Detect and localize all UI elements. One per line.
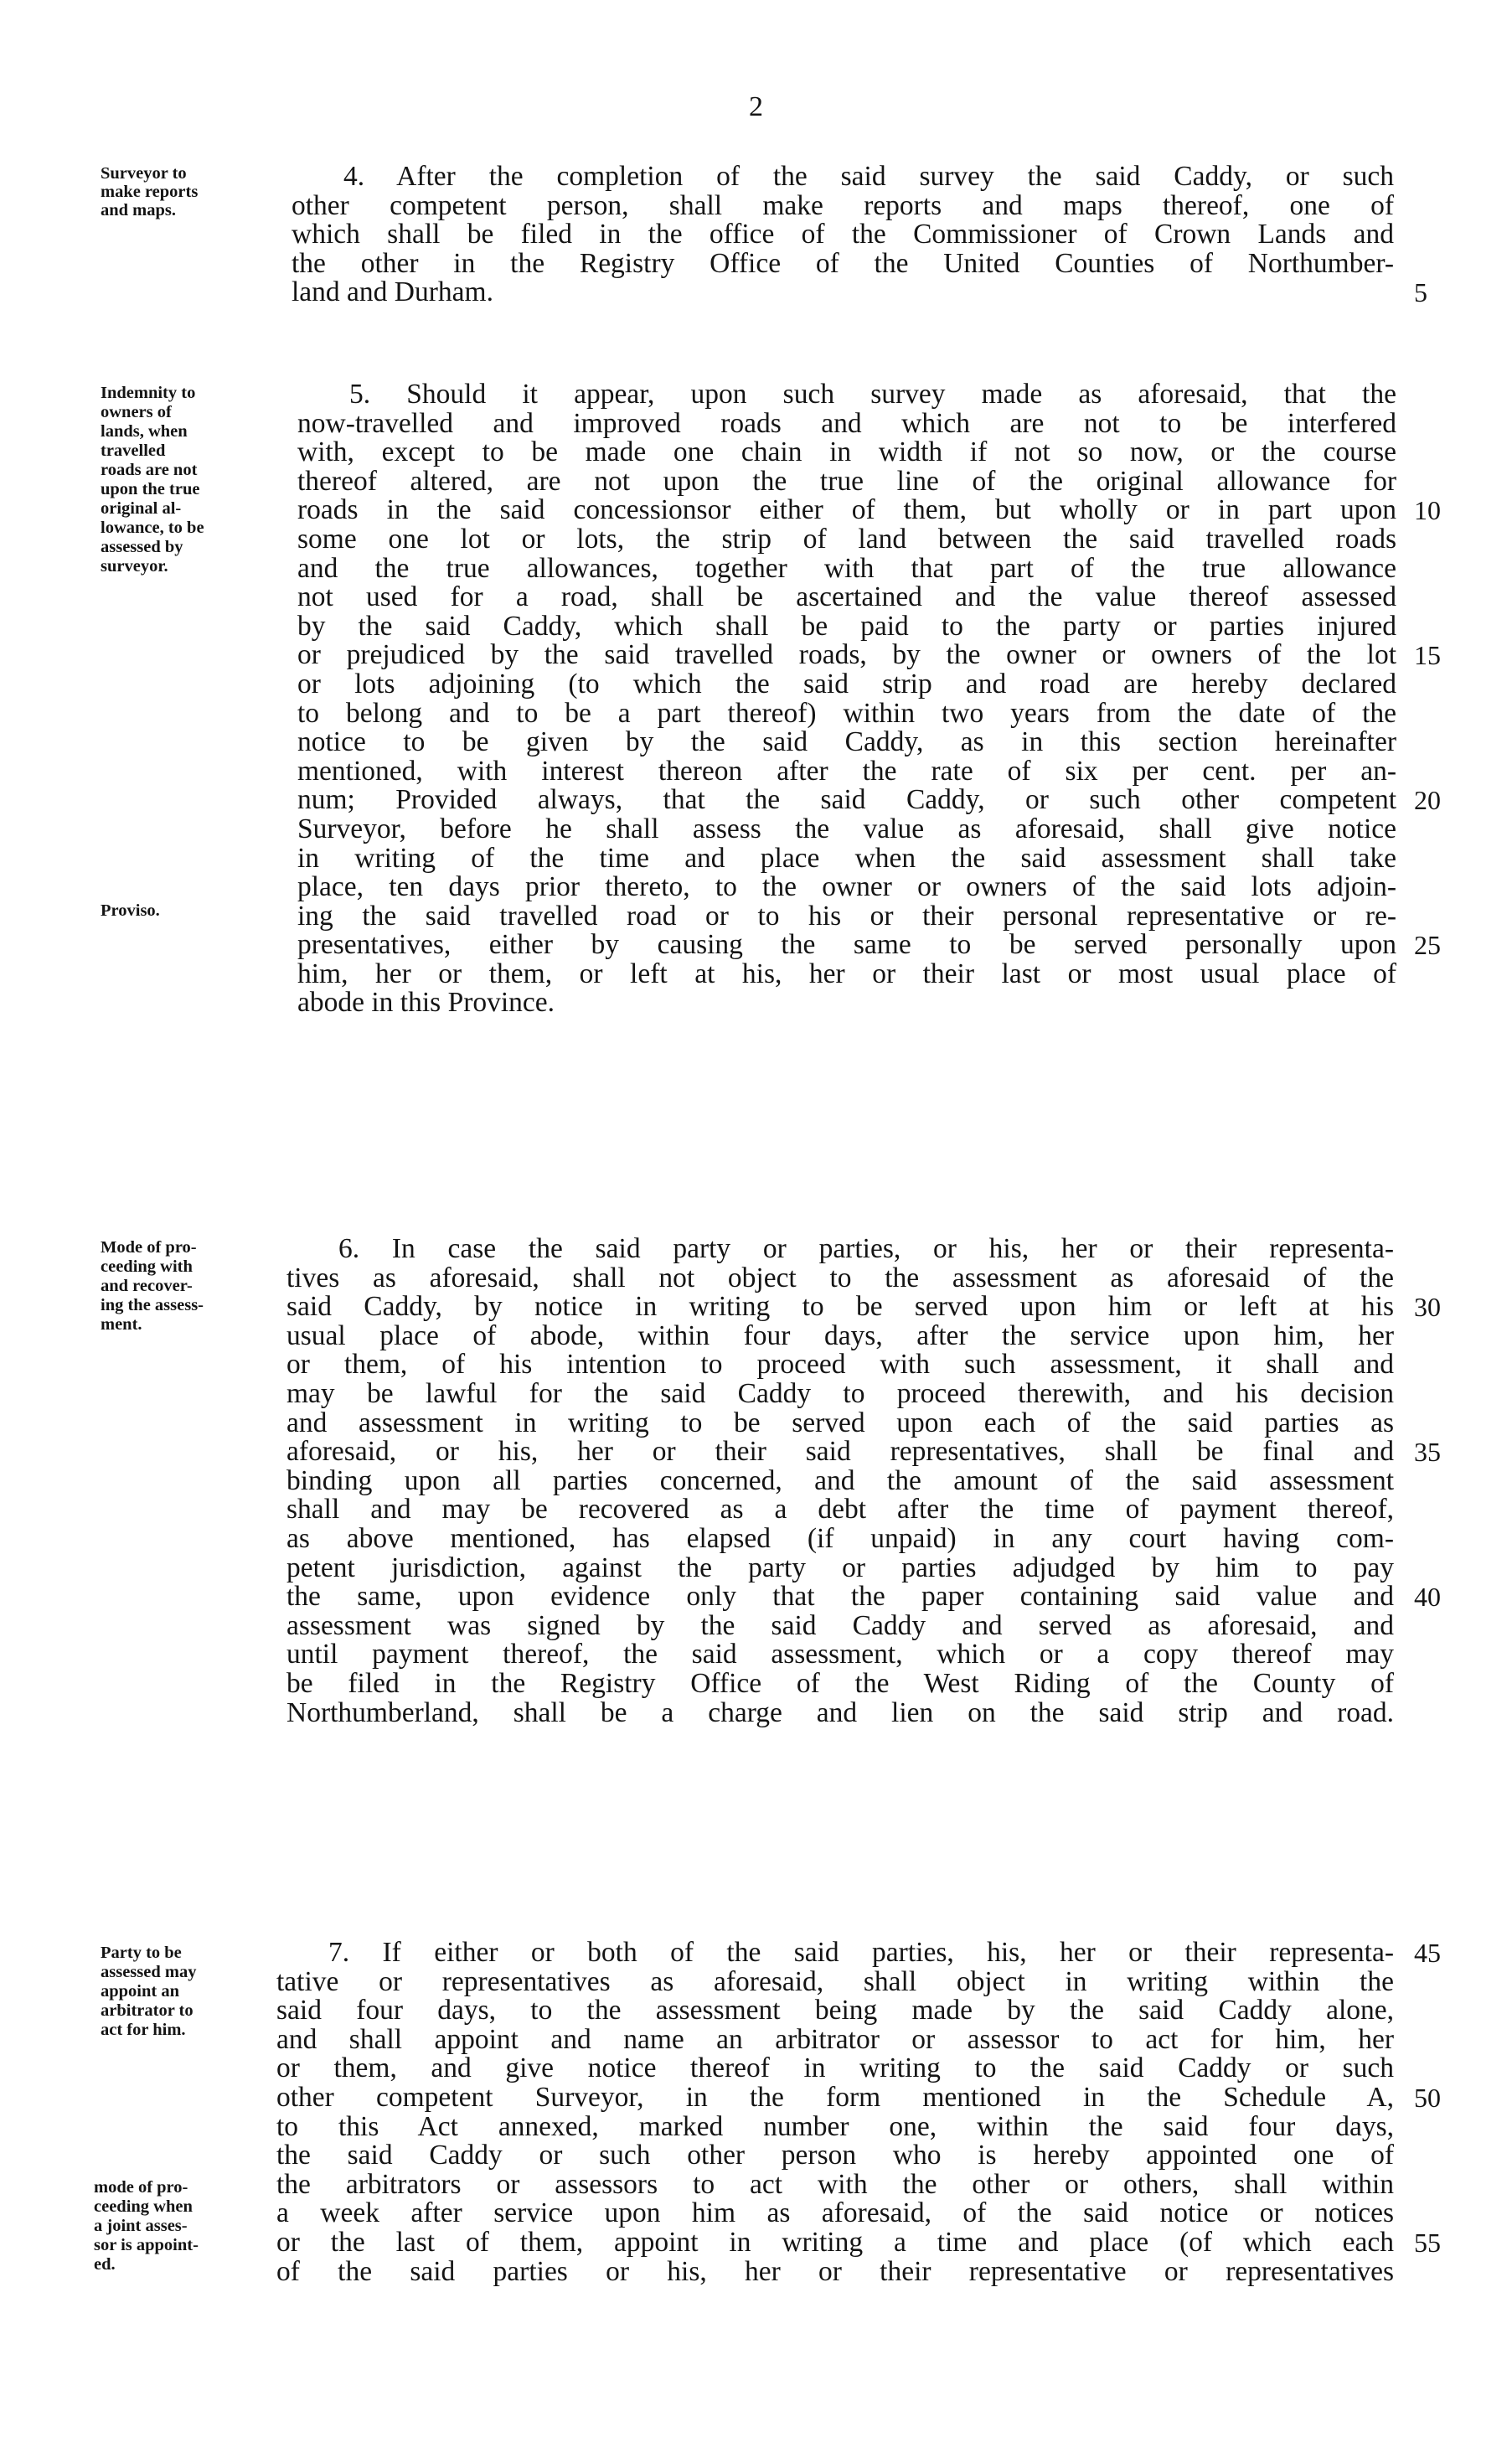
body-line: the other in the Registry Office of the United Counties of Northumber- bbox=[292, 249, 1394, 279]
margin-note-line: upon the true bbox=[101, 480, 200, 498]
body-line: shall and may be recovered as a debt after the time of payment thereof, bbox=[286, 1495, 1394, 1525]
margin-note-line: and recover- bbox=[101, 1277, 193, 1295]
margin-note-line: arbitrator to bbox=[101, 2001, 194, 2020]
body-line: the same, upon evidence only that the paper containing said value and bbox=[286, 1583, 1394, 1612]
margin-note bbox=[94, 2178, 274, 2274]
line-number: 55 bbox=[1414, 2228, 1441, 2258]
body-line: be filed in the Registry Office of the West Riding of the County of bbox=[286, 1669, 1394, 1699]
margin-note-line: ing the assess- bbox=[101, 1296, 204, 1314]
margin-note-line: Surveyor to bbox=[101, 164, 187, 183]
line-number: 10 bbox=[1414, 495, 1441, 525]
line-number: 20 bbox=[1414, 785, 1441, 815]
margin-note-line: owners of bbox=[101, 403, 172, 421]
body-line: now-travelled and improved roads and which are not to be interfered bbox=[297, 409, 1396, 439]
margin-note-line: ed. bbox=[94, 2255, 116, 2274]
body-line: may be lawful for the said Caddy to proceed therewith, and his decision bbox=[286, 1379, 1394, 1409]
body-line: petent jurisdiction, against the party or parties adjudged by him to pay bbox=[286, 1553, 1394, 1583]
margin-note-line: roads are not bbox=[101, 461, 198, 479]
margin-note bbox=[101, 1944, 281, 2040]
margin-note-line: original al- bbox=[101, 499, 182, 518]
body-line: tative or representatives as aforesaid, shall object in writing within the bbox=[276, 1967, 1394, 1997]
body-line: of the said parties or his, her or their representative or representatives bbox=[276, 2257, 1394, 2287]
margin-note-line: Proviso. bbox=[101, 901, 160, 920]
body-line: 6. In case the said party or parties, or his, her or their representa- bbox=[338, 1235, 1394, 1264]
body-line: 7. If either or both of the said parties, his, her or their representa- bbox=[328, 1939, 1394, 1968]
body-line: tives as aforesaid, shall not object to the assessment as aforesaid of the bbox=[286, 1263, 1394, 1293]
body-line: said Caddy, by notice in writing to be served upon him or left at his bbox=[286, 1293, 1394, 1322]
body-line: the arbitrators or assessors to act with the other or others, shall within bbox=[276, 2170, 1394, 2200]
margin-note bbox=[101, 164, 281, 219]
margin-note bbox=[101, 384, 281, 576]
margin-note-line: act for him. bbox=[101, 2021, 186, 2039]
body-line: the said Caddy or such other person who is hereby appointed one of bbox=[276, 2141, 1394, 2171]
margin-note-line: Party to be bbox=[101, 1944, 182, 1962]
margin-note-line: travelled bbox=[101, 441, 166, 460]
body-line: notice to be given by the said Caddy, as in this section hereinafter bbox=[297, 728, 1396, 757]
margin-note-line: appoint an bbox=[101, 1982, 180, 2001]
body-line: Northumberland, shall be a charge and lien on the said strip and road. bbox=[286, 1698, 1394, 1728]
body-line: and shall appoint and name an arbitrator or assessor to act for him, her bbox=[276, 2025, 1394, 2055]
section-body bbox=[276, 1939, 1394, 2286]
section-body bbox=[297, 380, 1396, 1018]
body-line: thereof altered, are not upon the true line of the original allowance for bbox=[297, 467, 1396, 497]
body-line: which shall be filed in the office of the Commissioner of Crown Lands and bbox=[292, 220, 1394, 250]
body-line: as above mentioned, has elapsed (if unpaid) in any court having com- bbox=[286, 1524, 1394, 1554]
line-number: 50 bbox=[1414, 2083, 1441, 2113]
body-line: presentatives, either by causing the same to be served personally upon bbox=[297, 931, 1396, 960]
body-line: num; Provided always, that the said Caddy, or such other competent bbox=[297, 786, 1396, 815]
proviso-note bbox=[101, 901, 281, 920]
margin-note-line: surveyor. bbox=[101, 557, 168, 576]
body-line: other competent person, shall make reports and maps thereof, one of bbox=[292, 191, 1394, 221]
body-line: to this Act annexed, marked number one, within the said four days, bbox=[276, 2112, 1394, 2142]
body-line: a week after service upon him as aforesaid, of the said notice or notices bbox=[276, 2199, 1394, 2228]
line-number: 30 bbox=[1414, 1292, 1441, 1322]
section-body bbox=[292, 163, 1394, 307]
body-line: land and Durham. bbox=[292, 278, 493, 307]
section-body bbox=[286, 1235, 1394, 1727]
body-line: by the said Caddy, which shall be paid to the party or parties injured bbox=[297, 612, 1396, 642]
margin-note-line: lowance, to be bbox=[101, 519, 204, 537]
body-line: some one lot or lots, the strip of land between the said travelled roads bbox=[297, 524, 1396, 555]
body-line: in writing of the time and place when the said assessment shall take bbox=[297, 844, 1396, 874]
body-line: 4. After the completion of the said survey the said Caddy, or such bbox=[343, 163, 1394, 192]
margin-note-line: make reports bbox=[101, 183, 199, 201]
margin-note-line: ment. bbox=[101, 1315, 142, 1334]
body-line: or lots adjoining (to which the said strip and road are hereby declared bbox=[297, 669, 1396, 700]
body-line: and assessment in writing to be served upon each of the said parties as bbox=[286, 1408, 1394, 1438]
body-line: with, except to be made one chain in width if not so now, or the course bbox=[297, 438, 1396, 467]
page-number: 2 bbox=[749, 91, 763, 122]
margin-note-line: assessed by bbox=[101, 538, 183, 556]
margin-note-line: Indemnity to bbox=[101, 384, 196, 402]
line-number: 5 bbox=[1414, 277, 1427, 307]
margin-note-line: and maps. bbox=[101, 201, 177, 219]
body-line: or them, of his intention to proceed with such assessment, it shall and bbox=[286, 1350, 1394, 1380]
margin-note-line: ceeding when bbox=[94, 2197, 193, 2216]
body-line: or prejudiced by the said travelled roads, by the owner or owners of the lot bbox=[297, 641, 1396, 670]
body-line: and the true allowances, together with that part of the true allowance bbox=[297, 554, 1396, 584]
body-line: binding upon all parties concerned, and the amount of the said assessment bbox=[286, 1466, 1394, 1496]
body-line: until payment thereof, the said assessment, which or a copy thereof may bbox=[286, 1640, 1394, 1670]
body-line: roads in the said concessionsor either of them, but wholly or in part upon bbox=[297, 496, 1396, 525]
body-line: not used for a road, shall be ascertained and the value thereof assessed bbox=[297, 583, 1396, 612]
margin-note-line: sor is appoint- bbox=[94, 2236, 199, 2254]
body-line: Surveyor, before he shall assess the value as aforesaid, shall give notice bbox=[297, 814, 1396, 844]
body-line: ing the said travelled road or to his or their personal representative or re- bbox=[297, 901, 1396, 932]
margin-note bbox=[101, 1238, 281, 1335]
margin-note-line: a joint asses- bbox=[94, 2217, 188, 2235]
margin-note-line: ceeding with bbox=[101, 1257, 193, 1276]
body-line: other competent Surveyor, in the form mentioned in the Schedule A, bbox=[276, 2083, 1394, 2113]
body-line: aforesaid, or his, her or their said representatives, shall be final and bbox=[286, 1438, 1394, 1467]
line-number: 45 bbox=[1414, 1938, 1441, 1968]
body-line: or the last of them, appoint in writing a time and place (of which each bbox=[276, 2228, 1394, 2258]
body-line: usual place of abode, within four days, after the service upon him, her bbox=[286, 1321, 1394, 1351]
margin-note-line: lands, when bbox=[101, 422, 188, 441]
body-line: 5. Should it appear, upon such survey made as aforesaid, that the bbox=[349, 380, 1396, 410]
body-line: or them, and give notice thereof in writing to the said Caddy or such bbox=[276, 2054, 1394, 2083]
margin-note-line: assessed may bbox=[101, 1963, 197, 1981]
body-line: to belong and to be a part thereof) within two years from the date of the bbox=[297, 699, 1396, 729]
body-line: him, her or them, or left at his, her or their last or most usual place of bbox=[297, 959, 1396, 989]
margin-note-line: Mode of pro- bbox=[101, 1238, 197, 1257]
line-number: 25 bbox=[1414, 930, 1441, 960]
line-number: 35 bbox=[1414, 1437, 1441, 1467]
line-number: 15 bbox=[1414, 640, 1441, 670]
margin-note-line: mode of pro- bbox=[94, 2178, 188, 2197]
body-line: assessment was signed by the said Caddy and served as aforesaid, and bbox=[286, 1611, 1394, 1641]
body-line: said four days, to the assessment being made by the said Caddy alone, bbox=[276, 1996, 1394, 2026]
body-line: abode in this Province. bbox=[297, 989, 555, 1019]
line-number: 40 bbox=[1414, 1582, 1441, 1612]
body-line: place, ten days prior thereto, to the owner or owners of the said lots adjoin- bbox=[297, 873, 1396, 902]
body-line: mentioned, with interest thereon after the rate of six per cent. per an- bbox=[297, 756, 1396, 787]
